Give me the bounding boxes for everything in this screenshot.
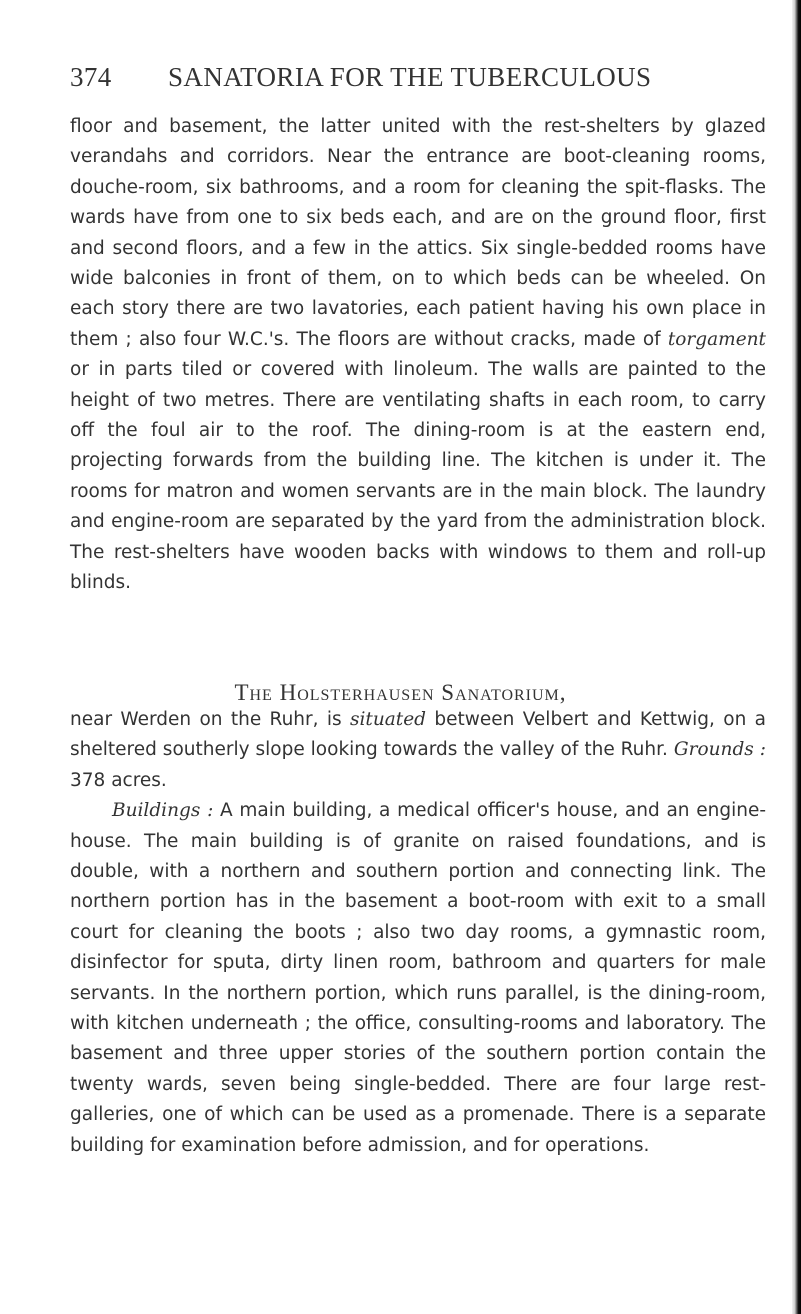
running-header (70, 62, 770, 102)
paragraph-3 (70, 796, 766, 1161)
italic-situated: situated (350, 709, 427, 730)
paragraph-1-text-b: or in parts tiled or covered with linoleum. The walls are painted to the height of two metres. There are ventilating shafts in each room, to carry off the foul air to the roof. The dining-room is at the eastern end, projecting forwards from the building line. The kitchen is under it. The rooms for matron and women servants are in the main block. The laundry and engine-room are separated by the yard from the administration block. The rest-shelters have wooden backs with windows to them and roll-up blinds. (70, 359, 766, 594)
paragraph-2-text-a: near Werden on the Ruhr, is (70, 709, 350, 730)
italic-term-torgament: torgament (667, 328, 766, 350)
paragraph-2 (70, 705, 766, 796)
paragraph-2-text-c: 378 acres. (70, 769, 167, 791)
section-body (70, 705, 766, 1161)
running-title: SANATORIA FOR THE TUBERCULOUS (168, 62, 652, 92)
paragraph-1 (70, 112, 766, 599)
page-edge-shadow (792, 0, 801, 1314)
paragraph-3-text: A main building, a medical officer's house, and an engine-house. The main building is of granite on raised foundations, and is double, with a northern and southern portion and connecting link. The northern portion has in the basement a boot-room with exit to a small court for cleaning the boots ; also two day rooms, a gymnastic room, disinfector for sputa, dirty linen room, bathroom and quarters for male servants. In the northern portion, which runs parallel, is the dining-room, with kitchen underneath ; the office, consulting-rooms and laboratory. The basement and three upper stories of the southern portion contain the twenty wards, seven being single-bedded. There are four large rest-galleries, one of which can be used as a promenade. There is a separate building for examination before admission, and for operations. (70, 800, 766, 1156)
italic-buildings: Buildings : (112, 800, 214, 822)
paragraph-2-text-b: between Velbert and Kettwig, on a sheltered southerly slope looking towards the valley of the Ruhr. (70, 709, 766, 761)
section-heading: The Holsterhausen Sanatorium, (234, 680, 567, 705)
italic-grounds: Grounds : (673, 739, 766, 761)
paragraph-1-text-a: floor and basement, the latter united with the rest-shelters by glazed verandahs and corridors. Near the entrance are boot-cleaning rooms, douche-room, six bathrooms, and a room for cleaning the spit-flasks. The wards have from one to six beds each, and are on the ground floor, first and second floors, and a few in the attics. Six single-bedded rooms have wide balconies in front of them, on to which beds can be wheeled. On each story there are two lavatories, each patient having his own place in them ; also four W.C.'s. The floors are without cracks, made of (70, 116, 766, 350)
page-number: 374 (70, 62, 112, 92)
